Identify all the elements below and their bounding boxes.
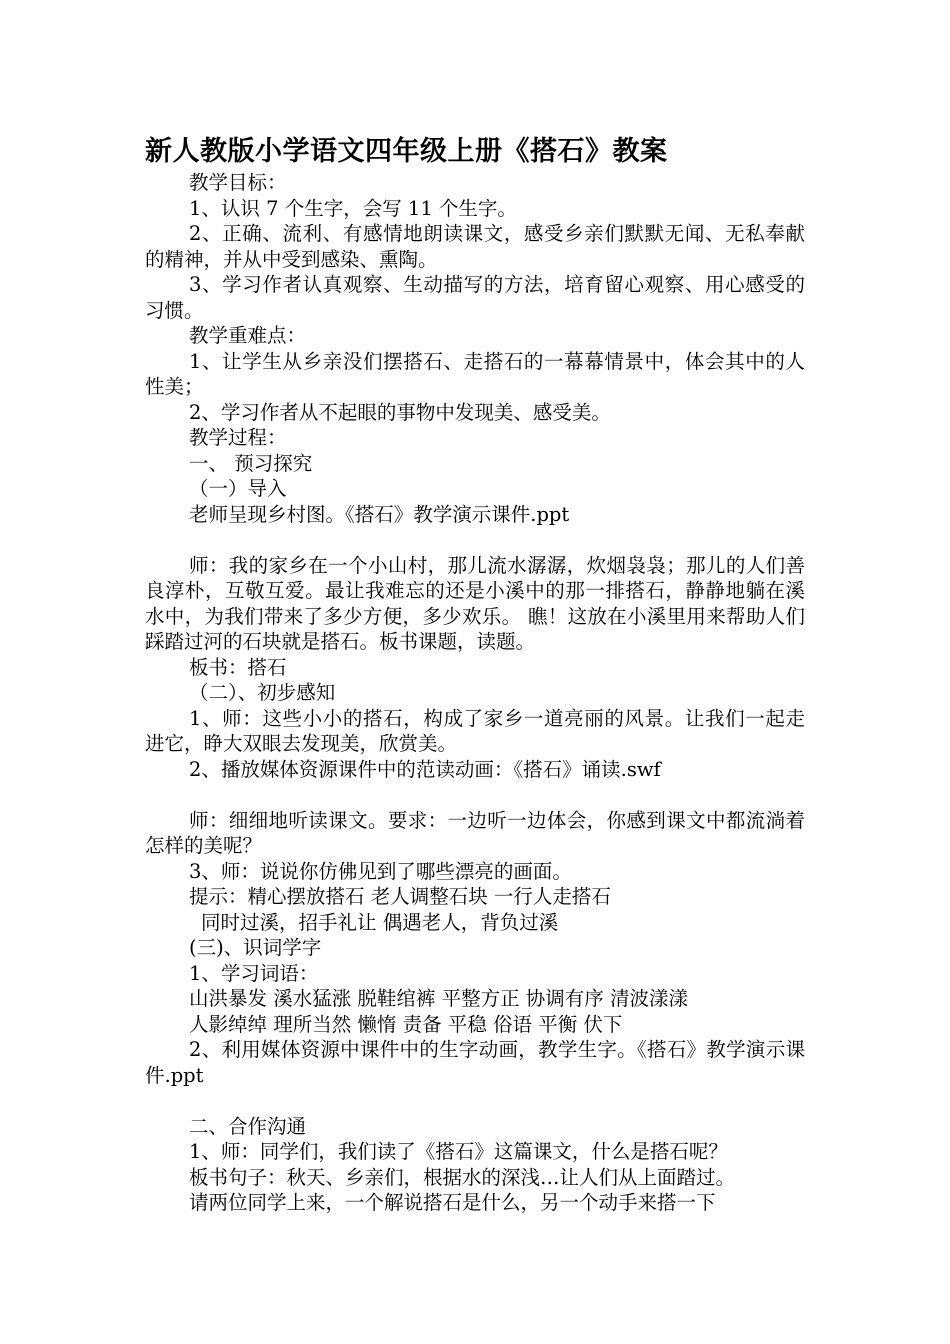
blank-line [145, 1088, 805, 1114]
objective-2: 2、正确、流利、有感情地朗读课文，感受乡亲们默默无闻、无私奉献的精神，并从中受到感染、熏陶。 [145, 222, 805, 271]
section-heading-objectives: 教学目标： [189, 171, 287, 194]
paragraph-demonstration: 请两位同学上来，一个解说搭石是什么，另一个动手来搭一下 [189, 1191, 716, 1214]
objective-1: 1、认识 7 个生字，会写 11 个生字。 [189, 196, 517, 220]
subsection-perception: （二）、初步感知 [189, 681, 336, 704]
blank-line [145, 782, 805, 808]
paragraph-listen: 师：细细地听读课文。要求：一边听一边体会，你感到课文中都流淌着怎样的美呢？ [145, 808, 805, 857]
hint-line-1: 提示：精心摆放搭石 老人调整石块 一行人走搭石 [189, 885, 611, 908]
board-sentence: 板书句子：秋天、乡亲们，根据水的深浅…让人们从上面踏过。 [189, 1165, 736, 1189]
section-heading-key-points: 教学重难点： [189, 324, 307, 347]
part-1-heading: 一、 预习探究 [189, 451, 313, 475]
part-2-heading: 二、合作沟通 [189, 1114, 307, 1138]
subsection-intro: （一）导入 [189, 477, 287, 500]
perception-step-2: 2、播放媒体资源课件中的范读动画：《搭石》诵读.swf [189, 757, 661, 781]
document-title: 新人教版小学语文四年级上册《搭石》教案 [145, 136, 668, 167]
blank-line [145, 527, 805, 553]
hint-line-2: 同时过溪，招手礼让 偶遇老人，背负过溪 [201, 910, 559, 934]
perception-step-1: 1、师：这些小小的搭石，构成了家乡一道亮丽的风景。让我们一起走进它，睁大双眼去发现美，欣赏美。 [145, 706, 805, 755]
vocabulary-words-2: 人影绰绰 理所当然 懒惰 责备 平稳 俗语 平衡 伏下 [189, 1012, 623, 1036]
perception-step-3: 3、师：说说你仿佛见到了哪些漂亮的画面。 [189, 859, 572, 883]
paragraph-teacher-intro: 师：我的家乡在一个小山村，那儿流水潺潺，炊烟袅袅；那儿的人们善良淳朴，互敬互爱。最让我难忘的还是小溪中的那一排搭石，静静地躺在溪水中，为我们带来了多少方便，多少欢乐。 瞧！这放在小溪里用来帮助人们踩踏过河的石块就是搭石。板书课题，读题。 [145, 553, 805, 653]
section-heading-process: 教学过程： [189, 426, 287, 449]
vocabulary-step-1: 1、学习词语： [189, 961, 319, 985]
paragraph-board-title: 板书：搭石 [189, 655, 287, 679]
key-point-1: 1、让学生从乡亲没们摆搭石、走搭石的一幕幕情景中，体会其中的人性美； [145, 349, 805, 398]
subsection-vocabulary: (三)、识词学字 [189, 936, 322, 959]
vocabulary-words-1: 山洪暴发 溪水猛涨 脱鞋绾裤 平整方正 协调有序 清波漾漾 [189, 987, 688, 1010]
document-body [145, 170, 805, 1216]
paragraph-show-picture: 老师呈现乡村图。《搭石》教学演示课件.ppt [189, 502, 570, 526]
vocabulary-step-2: 2、利用媒体资源中课件中的生字动画，教学生字。《搭石》教学演示课件.ppt [145, 1038, 805, 1087]
cooperation-step-1: 1、师：同学们，我们读了《搭石》这篇课文，什么是搭石呢？ [189, 1140, 728, 1163]
objective-3: 3、学习作者认真观察、生动描写的方法，培育留心观察、用心感受的习惯。 [145, 273, 805, 322]
key-point-2: 2、学习作者从不起眼的事物中发现美、感受美。 [189, 400, 611, 424]
